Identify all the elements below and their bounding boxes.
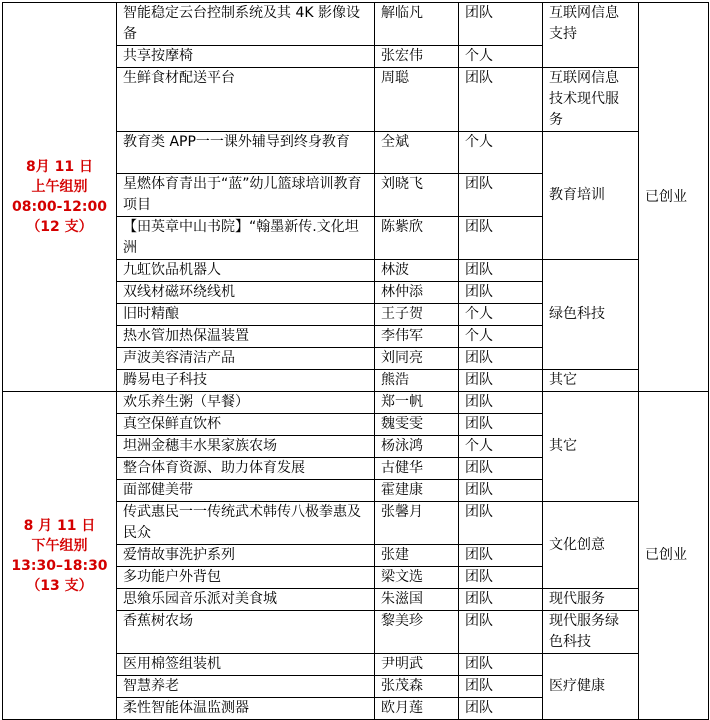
- group-count: （13 支）: [26, 577, 93, 594]
- team-type: 团队: [459, 392, 543, 414]
- project-name: 香蕉树农场: [117, 611, 375, 654]
- team-type: 团队: [459, 260, 543, 282]
- project-name: 生鲜食材配送平台: [117, 68, 375, 132]
- team-type: 团队: [459, 458, 543, 480]
- table-row: [3, 392, 709, 414]
- person-name: 尹明武: [375, 654, 459, 676]
- team-type: 个人: [459, 304, 543, 326]
- team-type: 个人: [459, 436, 543, 458]
- group-session: 上午组别: [31, 179, 88, 195]
- project-name: 传武惠民一一传统武术韩传八极拳惠及民众: [117, 502, 375, 545]
- schedule-table: [2, 2, 709, 720]
- person-name: 张馨月: [375, 502, 459, 545]
- person-name: 熊浩: [375, 370, 459, 392]
- category-cell: 医疗健康: [543, 654, 639, 720]
- person-name: 林仲添: [375, 282, 459, 304]
- person-name: 霍建康: [375, 480, 459, 502]
- category-cell: 其它: [543, 370, 639, 392]
- category-cell: 其它: [543, 392, 639, 502]
- category-cell: 绿色科技: [543, 260, 639, 370]
- group-date: 8月 11 日: [26, 159, 93, 175]
- person-name: 李伟军: [375, 326, 459, 348]
- group-time: 13:30–18:30: [11, 557, 108, 574]
- category-cell: 现代服务: [543, 589, 639, 611]
- project-name: 思飨乐园音乐派对美食城: [117, 589, 375, 611]
- team-type: 团队: [459, 480, 543, 502]
- person-name: 王子贺: [375, 304, 459, 326]
- person-name: 刘同亮: [375, 348, 459, 370]
- person-name: 林波: [375, 260, 459, 282]
- team-type: 团队: [459, 676, 543, 698]
- group-count: （12 支）: [26, 219, 93, 235]
- project-name: 声波美容清洁产品: [117, 348, 375, 370]
- category-cell: 互联网信息技术现代服务: [543, 68, 639, 132]
- person-name: 欧月莲: [375, 698, 459, 720]
- project-name: 热水管加热保温装置: [117, 326, 375, 348]
- person-name: 张茂森: [375, 676, 459, 698]
- person-name: 张建: [375, 545, 459, 567]
- person-name: 古健华: [375, 458, 459, 480]
- team-type: 团队: [459, 3, 543, 46]
- team-type: 团队: [459, 611, 543, 654]
- project-name: 旧时精酿: [117, 304, 375, 326]
- person-name: 张宏伟: [375, 46, 459, 68]
- team-type: 团队: [459, 414, 543, 436]
- project-name: 九虹饮品机器人: [117, 260, 375, 282]
- team-type: 团队: [459, 567, 543, 589]
- project-name: 智能稳定云台控制系统及其 4K 影像设备: [117, 3, 375, 46]
- team-type: 个人: [459, 132, 543, 174]
- team-type: 团队: [459, 502, 543, 545]
- project-name: 医用棉签组装机: [117, 654, 375, 676]
- person-name: 陈紫欣: [375, 217, 459, 260]
- team-type: 团队: [459, 282, 543, 304]
- project-name: 腾易电子科技: [117, 370, 375, 392]
- team-type: 团队: [459, 654, 543, 676]
- team-type: 团队: [459, 174, 543, 217]
- person-name: 黎美珍: [375, 611, 459, 654]
- project-name: 教育类 APP一一课外辅导到终身教育: [117, 132, 375, 174]
- team-type: 团队: [459, 698, 543, 720]
- status-cell: 已创业: [639, 392, 709, 720]
- team-type: 团队: [459, 589, 543, 611]
- project-name: 共享按摩椅: [117, 46, 375, 68]
- afternoon-group-label: [3, 392, 117, 720]
- category-cell: 文化创意: [543, 502, 639, 589]
- category-cell: 教育培训: [543, 132, 639, 260]
- person-name: 周聪: [375, 68, 459, 132]
- team-type: 团队: [459, 545, 543, 567]
- project-name: 【田英章中山书院】“翰墨新传.文化坦洲: [117, 217, 375, 260]
- category-cell: 互联网信息支持: [543, 3, 639, 68]
- person-name: 解临凡: [375, 3, 459, 46]
- team-type: 团队: [459, 348, 543, 370]
- project-name: 星燃体育青出于“蓝”幼儿篮球培训教育项目: [117, 174, 375, 217]
- project-name: 双线材磁环绕线机: [117, 282, 375, 304]
- project-name: 多功能户外背包: [117, 567, 375, 589]
- group-date: 8 月 11 日: [23, 517, 96, 534]
- team-type: 个人: [459, 326, 543, 348]
- person-name: 梁文选: [375, 567, 459, 589]
- team-type: 团队: [459, 68, 543, 132]
- group-time: 08:00-12:00: [12, 199, 107, 215]
- project-name: 整合体育资源、助力体育发展: [117, 458, 375, 480]
- category-cell: 现代服务绿色科技: [543, 611, 639, 654]
- table-row: [3, 3, 709, 46]
- status-cell: 已创业: [639, 3, 709, 392]
- person-name: 朱滋国: [375, 589, 459, 611]
- team-type: 个人: [459, 46, 543, 68]
- morning-group-label: [3, 3, 117, 392]
- project-name: 坦洲金穗丰水果家族农场: [117, 436, 375, 458]
- person-name: 魏雯雯: [375, 414, 459, 436]
- project-name: 欢乐养生粥（早餐）: [117, 392, 375, 414]
- team-type: 团队: [459, 217, 543, 260]
- project-name: 柔性智能体温监测器: [117, 698, 375, 720]
- person-name: 刘晓飞: [375, 174, 459, 217]
- team-type: 团队: [459, 370, 543, 392]
- project-name: 面部健美带: [117, 480, 375, 502]
- group-session: 下午组别: [31, 537, 88, 554]
- person-name: 郑一帆: [375, 392, 459, 414]
- person-name: 全斌: [375, 132, 459, 174]
- person-name: 杨泳鸿: [375, 436, 459, 458]
- project-name: 爱情故事洗护系列: [117, 545, 375, 567]
- project-name: 真空保鲜直饮杯: [117, 414, 375, 436]
- project-name: 智慧养老: [117, 676, 375, 698]
